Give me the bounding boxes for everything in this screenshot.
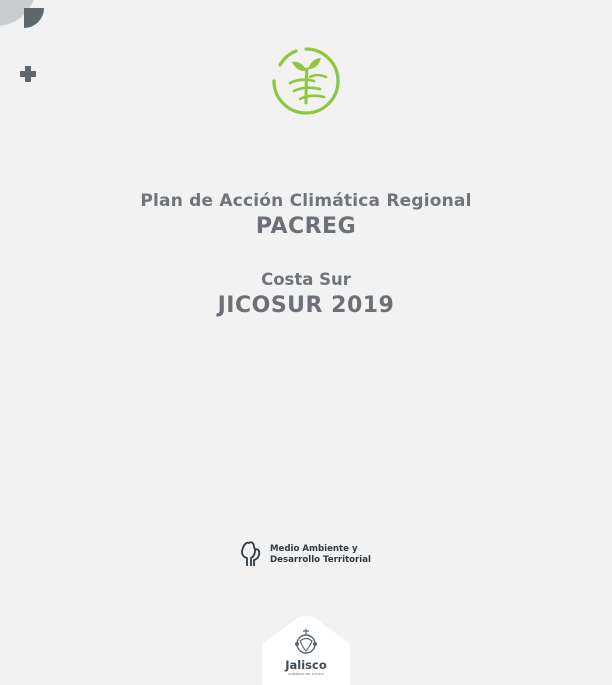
ministry-name-line1: Medio Ambiente y xyxy=(270,544,358,554)
region-name: Costa Sur xyxy=(261,270,351,289)
jalisco-seal-icon xyxy=(291,627,321,657)
region-code: JICOSUR 2019 xyxy=(217,293,395,318)
government-name: Jalisco xyxy=(285,658,327,672)
plan-acronym: PACREG xyxy=(255,214,357,239)
ministry-name-line2: Desarrollo Territorial xyxy=(270,555,371,565)
ministry-logo xyxy=(240,540,390,568)
government-subtitle: GOBIERNO DEL ESTADO xyxy=(287,672,325,676)
plan-title: Plan de Acción Climática Regional xyxy=(140,191,472,211)
tree-icon xyxy=(240,540,262,568)
plus-icon xyxy=(19,65,37,83)
climate-plan-logo-icon xyxy=(270,45,342,117)
decorative-quarter-shape xyxy=(24,8,44,28)
